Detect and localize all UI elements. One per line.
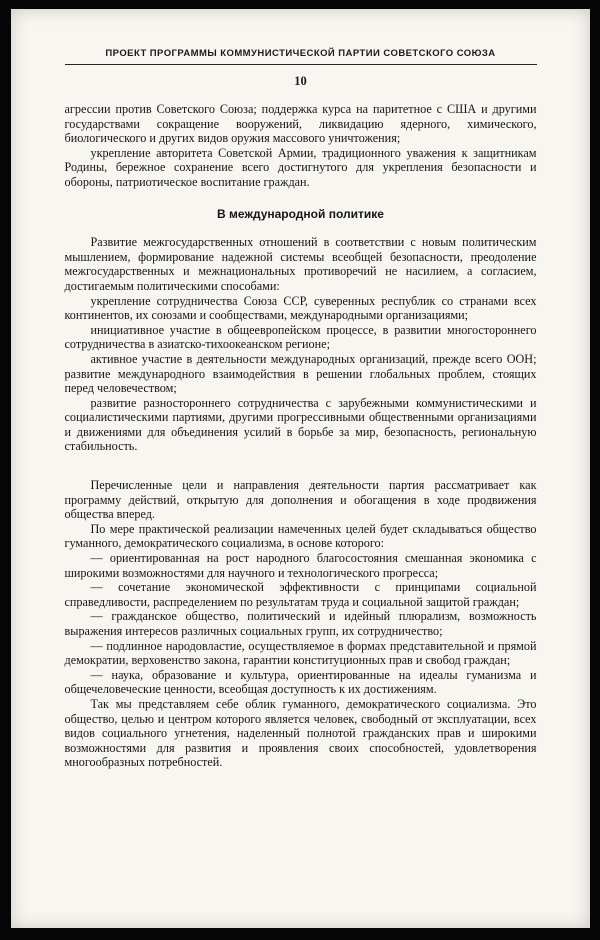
- paragraph: — гражданское общество, политический и идейный плюрализм, возможность выражения интересов различных социальных групп, их сотрудничество;: [64, 609, 537, 638]
- paragraph: развитие разностороннего сотрудничества с зарубежными коммунистическими и социалистическими партиями, другими прогрессивными общественными организациями и движениями для объединения усилий в борьбе за мир, безопасность, региональную стабильность.: [64, 395, 537, 454]
- section-heading: В международной политике: [217, 206, 384, 221]
- paragraph: укрепление сотрудничества Союза ССР, суверенных республик со странами всех континентов, их союзами и сообществами, международными организациями;: [64, 293, 537, 323]
- paragraph: — подлинное народовластие, осуществляемое в формах представительной и прямой демократии, верховенство закона, гарантии конституционных прав и свобод граждан;: [64, 638, 537, 668]
- page-number: 10: [294, 74, 307, 88]
- paragraph: активное участие в деятельности международных организаций, прежде всего ООН; развитие международного взаимодействия в решении глобальных проблем, стоящих перед человечеством;: [64, 351, 537, 396]
- paragraph: Развитие межгосударственных отношений в соответствии с новым политическим мышлением, формирование надежной системы всеобщей безопасности, преодоление межгосударственных и межнациональных противоречий не насилием, а согласием, достигаемым политическими способами:: [64, 235, 537, 293]
- paragraph: — наука, образование и культура, ориентированные на идеалы гуманизма и общечеловеческие ценности, всеобщая доступность к их достижениям.: [64, 667, 537, 697]
- paragraph: Так мы представляем себе облик гуманного, демократического социализма. Это общество, целью и центром которого является человек, свободный от эксплуатации, всех видов социального угнетения, наделенный полнотой гражданских прав и широкими возможностями для развития и проявления своих способностей, удовлетворения многообразных потребностей.: [64, 696, 537, 770]
- paragraph: — ориентированная на рост народного благосостояния смешанная экономика с широкими возможностями для научного и технологического прогресса;: [64, 551, 537, 580]
- header-rule: [65, 64, 537, 65]
- paragraph: укрепление авторитета Советской Армии, традиционного уважения к защитникам Родины, бережное сохранение всего достигнутого для укрепления безопасности и обороны, патриотическое воспитание граждан.: [64, 145, 537, 189]
- paragraph: агрессии против Советского Союза; поддержка курса на паритетное с США и другими государствами сокращение вооружений, ликвидацию ядерного, химического, биологического и других видов оружия массового уничтожения;: [64, 102, 537, 146]
- paragraph: — сочетание экономической эффективности с принципами социальной справедливости, распределением по результатам труда и социальной защитой граждан;: [64, 580, 537, 609]
- scanned-document-page: [11, 9, 590, 928]
- paragraph: По мере практической реализации намеченных целей будет складываться общество гуманного, демократического социализма, в основе которого:: [64, 521, 537, 551]
- paragraph: инициативное участие в общеевропейском процессе, в развитии многостороннего сотрудничества в азиатско-тихоокеанском регионе;: [64, 322, 537, 352]
- paragraph: Перечисленные цели и направления деятельности партия рассматривает как программу действий, открытую для дополнения и обогащения в ходе продвижения общества вперед.: [64, 478, 537, 522]
- text-column: [65, 102, 537, 770]
- running-header: ПРОЕКТ ПРОГРАММЫ КОММУНИСТИЧЕСКОЙ ПАРТИИ СОВЕТСКОГО СОЮЗА: [105, 48, 496, 59]
